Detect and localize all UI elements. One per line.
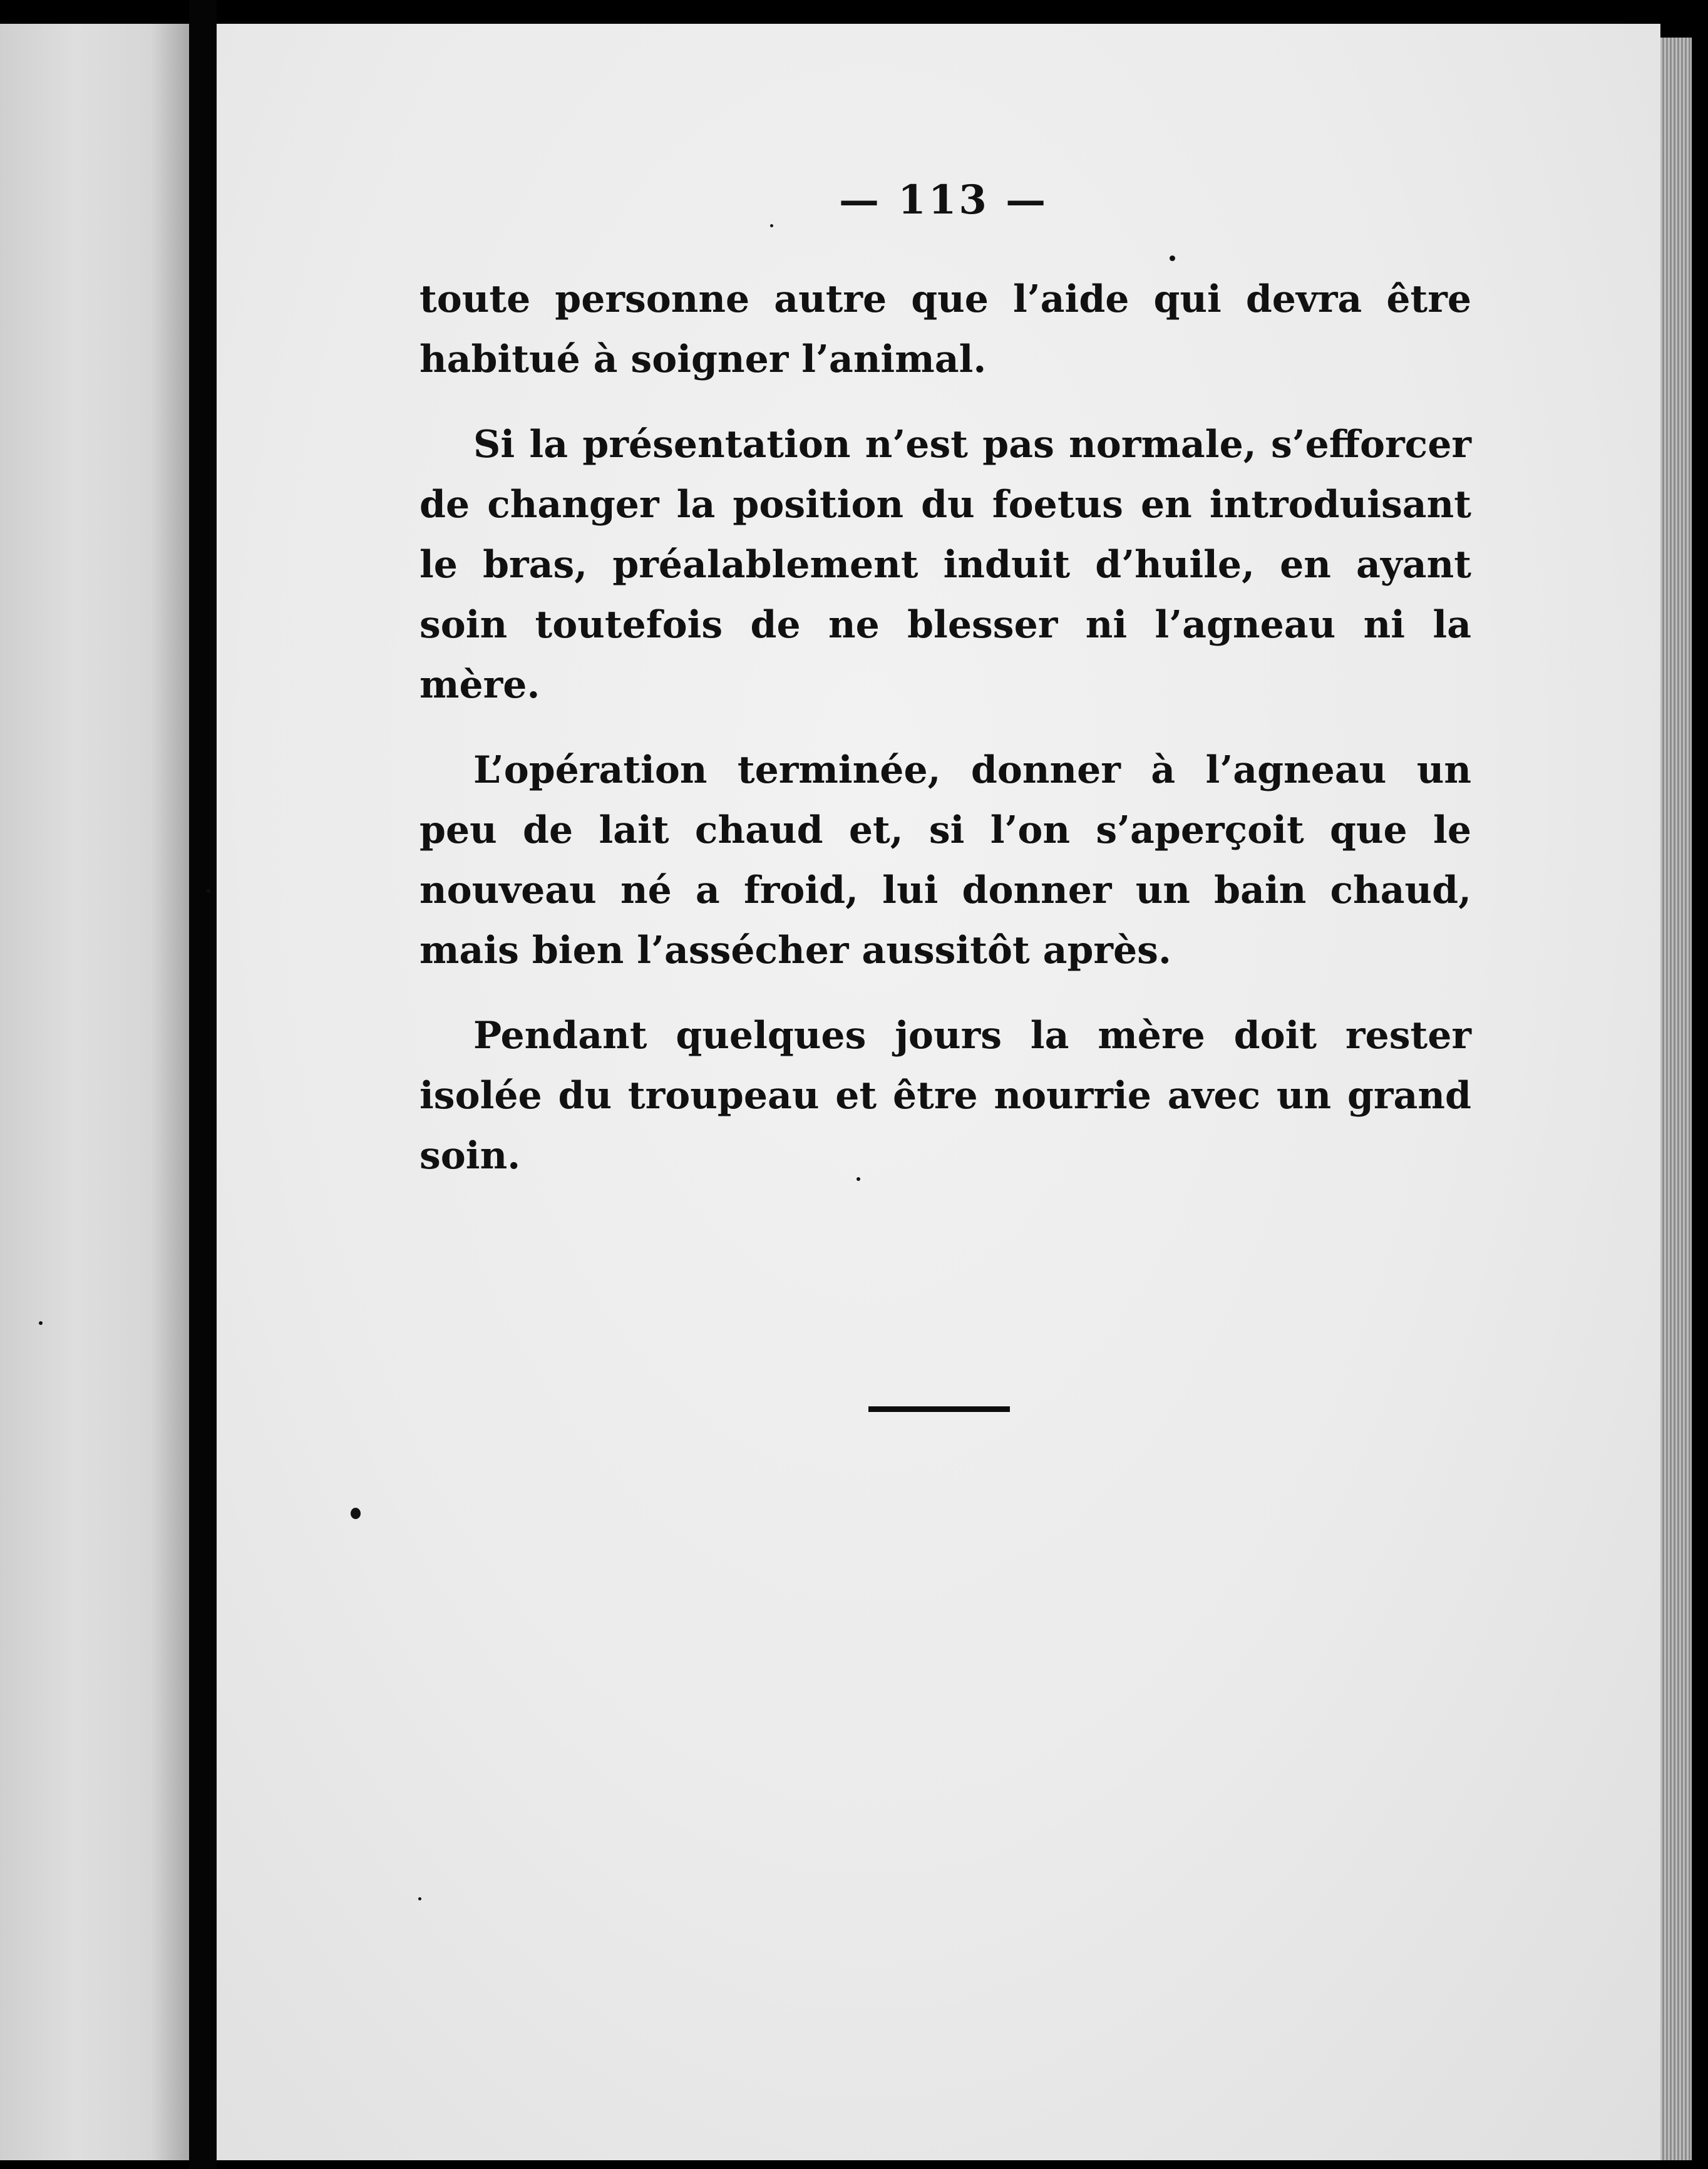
- ink-speck: [351, 1508, 361, 1519]
- paragraph: Pendant quelques jours la mère doit rester isolée du troupeau et être nourrie avec un grand soin.: [419, 1014, 1471, 1178]
- page-edges-stack: [1660, 38, 1692, 2160]
- ink-speck: [418, 1897, 421, 1900]
- body-text: [419, 269, 1471, 1211]
- paragraph: L’opération terminée, donner à l’agneau un peu de lait chaud et, si l’on s’aperçoit que le nouveau né a froid, lui donner un bain chaud, mais bien l’assécher aussitôt après.: [419, 748, 1471, 972]
- book-gutter: [189, 0, 217, 2169]
- left-page-edge: [0, 24, 189, 2160]
- paragraph-continuation: toute personne autre que l’aide qui devra être habitué à soigner l’animal.: [419, 277, 1471, 381]
- ink-speck: [39, 1321, 43, 1325]
- paragraph: Si la présentation n’est pas normale, s’efforcer de changer la position du foetus en introduisant le bras, préalablement induit d’huile, en ayant soin toutefois de ne blesser ni l’agneau ni la mère.: [419, 423, 1471, 707]
- ink-speck: [770, 224, 773, 227]
- ink-speck: [857, 1177, 860, 1181]
- ink-speck: [1170, 255, 1175, 261]
- end-rule: [868, 1406, 1010, 1412]
- page-number: — 113 —: [839, 177, 1049, 224]
- ink-speck: [207, 889, 210, 893]
